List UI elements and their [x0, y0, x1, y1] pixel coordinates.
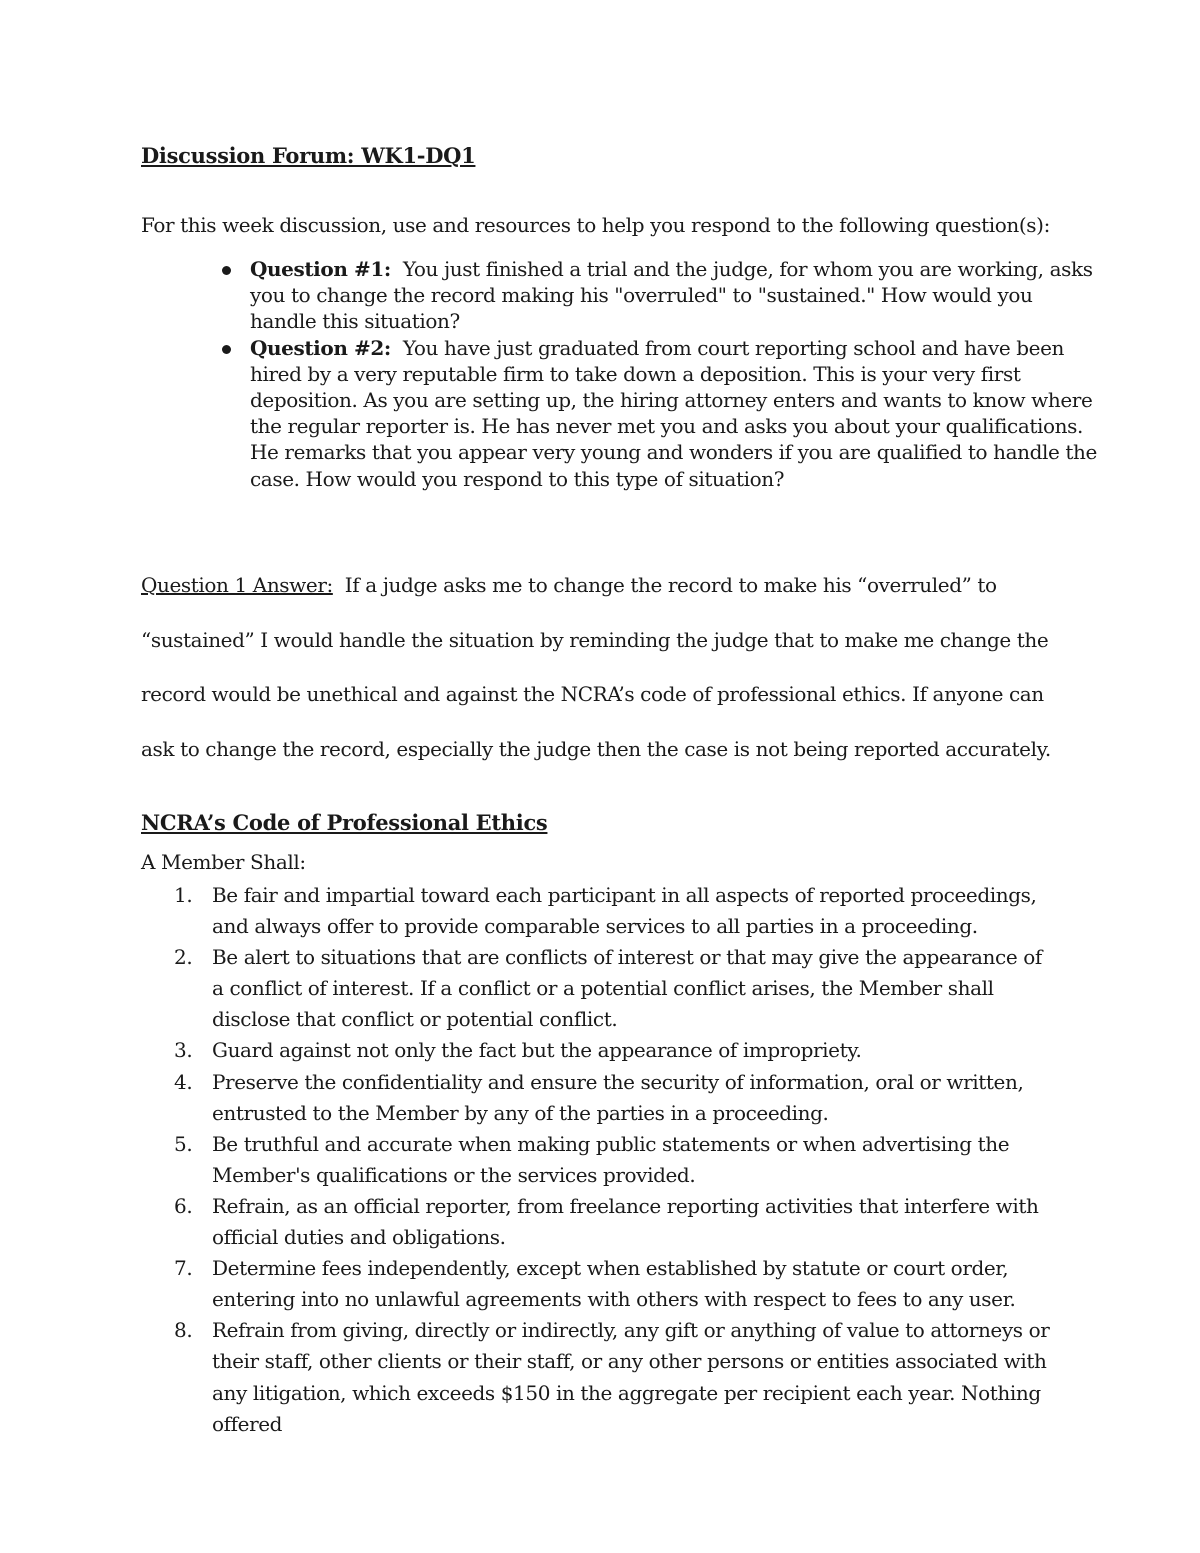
code-item-number: 4.: [174, 1069, 193, 1094]
code-item-text: Refrain, as an official reporter, from freelance reporting activities that interfere with official duties and obligations.: [212, 1193, 1039, 1250]
code-item: [174, 1035, 1054, 1066]
question-label: Question #1:: [250, 257, 391, 281]
answer-text: If a judge asks me to change the record to make his “overruled” to “sustained” I would handle the situation by reminding the judge that to make me change the record would be unethical and against the NCRA’s code of professional ethics. If anyone can ask to change the record, especially the judge then the case is not being reported accurately.: [141, 573, 1051, 761]
code-item: [174, 1191, 1054, 1253]
code-item-text: Be fair and impartial toward each participant in all aspects of reported proceedings, and always offer to provide comparable services to all parties in a proceeding.: [212, 883, 1037, 939]
code-item-number: 2.: [174, 945, 193, 970]
code-item-text: Be alert to situations that are conflicts of interest or that may give the appearance of a conflict of interest. If a conflict or a potential conflict arises, the Member shall disclose that conflict or potential conflict.: [212, 945, 1042, 1032]
bullet-icon: [222, 345, 231, 354]
code-item: [174, 880, 1054, 942]
code-list: [174, 880, 1054, 1440]
document-title: Discussion Forum: WK1-DQ1: [141, 143, 476, 168]
intro-text: For this week discussion, use and resources to help you respond to the following question(s):: [141, 213, 1050, 237]
code-item: [174, 1253, 1054, 1315]
code-item-text: Refrain from giving, directly or indirectly, any gift or anything of value to attorneys or their staff, other clients or their staff, or any other persons or entities associated with any litigation, which exceeds $150 in the aggregate per recipient each year. Nothing offered: [212, 1318, 1050, 1436]
question-item: [218, 335, 1098, 492]
code-item: [174, 1315, 1054, 1439]
question-list: [218, 256, 1098, 492]
code-item-number: 8.: [174, 1318, 193, 1343]
code-item-text: Guard against not only the fact but the appearance of impropriety.: [212, 1038, 862, 1063]
code-item-number: 3.: [174, 1038, 193, 1063]
bullet-icon: [222, 266, 231, 275]
code-item-number: 7.: [174, 1256, 193, 1281]
code-item-text: Determine fees independently, except when established by statute or court order, entering into no unlawful agreements with others with respect to fees to any user.: [212, 1256, 1016, 1312]
code-item: [174, 942, 1054, 1035]
question-text: You have just graduated from court reporting school and have been hired by a very reputable firm to take down a deposition. This is your very first deposition. As you are setting up, the hiring attorney enters and wants to know where the regular reporter is. He has never met you and asks you about your qualifications. He remarks that you appear very young and wonders if you are qualified to handle the case. How would you respond to this type of situation?: [250, 335, 1097, 491]
code-item-text: Be truthful and accurate when making public statements or when advertising the Member's qualifications or the services provided.: [212, 1131, 1010, 1187]
code-title: NCRA’s Code of Professional Ethics: [141, 810, 548, 835]
code-item: [174, 1067, 1054, 1129]
code-item: [174, 1129, 1054, 1191]
question-text: You just finished a trial and the judge, for whom you are working, asks you to change the record making his "overruled" to "sustained." How would you handle this situation?: [250, 257, 1093, 334]
question-label: Question #2:: [250, 335, 391, 360]
code-item-number: 6.: [174, 1193, 193, 1218]
answer-paragraph: [141, 558, 1071, 776]
code-item-number: 1.: [174, 883, 193, 907]
question-item: [218, 256, 1098, 335]
code-item-text: Preserve the confidentiality and ensure the security of information, oral or written, entrusted to the Member by any of the parties in a proceeding.: [212, 1069, 1024, 1125]
answer-label: Question 1 Answer:: [141, 573, 333, 597]
code-item-number: 5.: [174, 1131, 193, 1156]
code-intro: A Member Shall:: [141, 850, 306, 874]
